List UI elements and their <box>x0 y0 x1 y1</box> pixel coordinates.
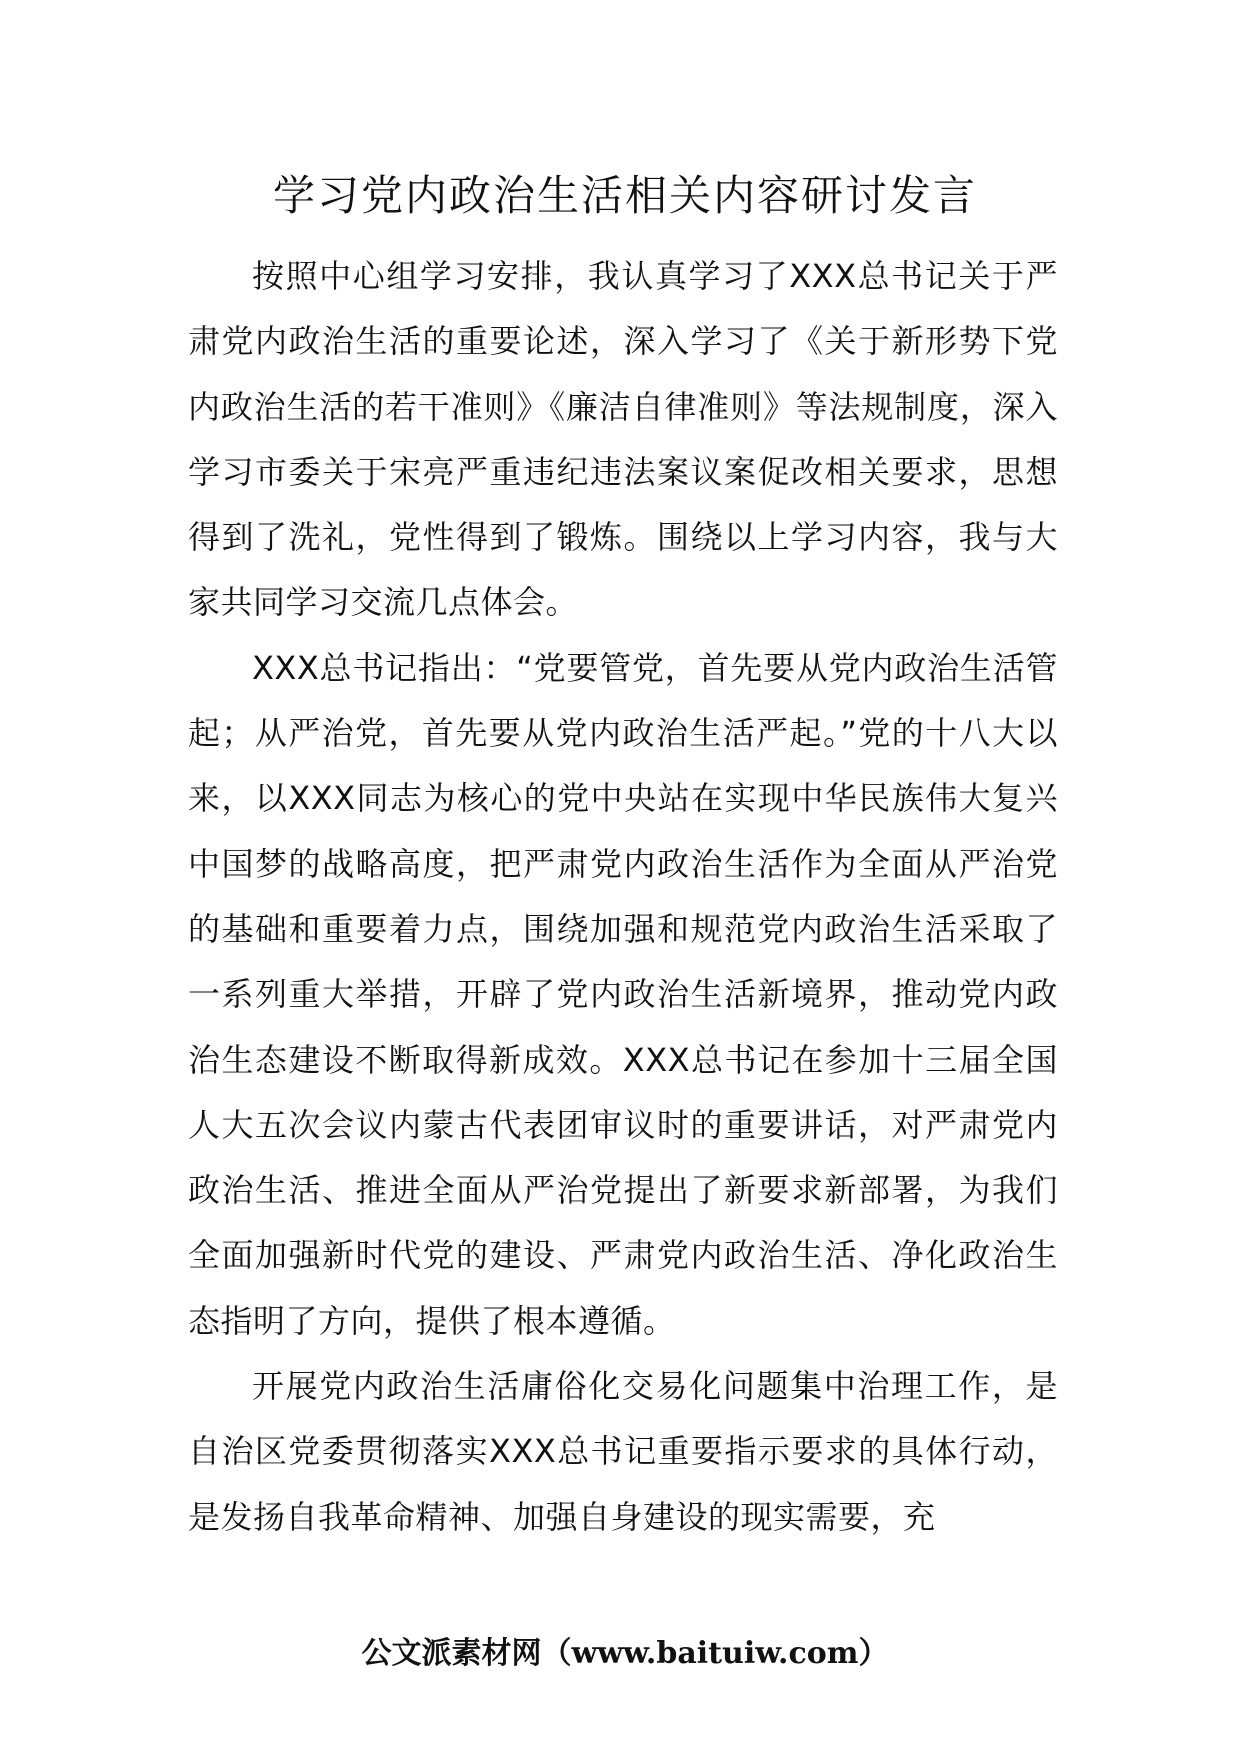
document-body <box>188 244 1058 1550</box>
paragraph-governance: 开展党内政治生活庸俗化交易化问题集中治理工作，是自治区党委贯彻落实XXX总书记重要指示要求的具体行动，是发扬自我革命精神、加强自身建设的现实需要，充 <box>188 1367 1058 1536</box>
paragraph-quote: XXX总书记指出：“党要管党，首先要从党内政治生活管起；从严治党，首先要从党内政治生活严起。”党的十八大以来，以XXX同志为核心的党中央站在实现中华民族伟大复兴中国梦的战略高度，把严肃党内政治生活作为全面从严治党的基础和重要着力点，围绕加强和规范党内政治生活采取了一系列重大举措，开辟了党内政治生活新境界，推动党内政治生态建设不断取得新成效。XXX总书记在参加十三届全国人大五次会议内蒙古代表团审议时的重要讲话，对严肃党内政治生活、推进全面从严治党提出了新要求新部署，为我们全面加强新时代党的建设、严肃党内政治生活、净化政治生态指明了方向，提供了根本遵循。 <box>188 648 1058 1340</box>
document-title: 学习党内政治生活相关内容研讨发言 <box>272 171 977 220</box>
footer-watermark: 公文派素材网（www.baituiw.com） <box>361 1636 889 1671</box>
paragraph-intro: 按照中心组学习安排，我认真学习了XXX总书记关于严肃党内政治生活的重要论述，深入学习了《关于新形势下党内政治生活的若干准则》《廉洁自律准则》等法规制度，深入学习市委关于宋亮严重违纪违法案议案促改相关要求，思想得到了洗礼，党性得到了锻炼。围绕以上学习内容，我与大家共同学习交流几点体会。 <box>188 257 1058 622</box>
